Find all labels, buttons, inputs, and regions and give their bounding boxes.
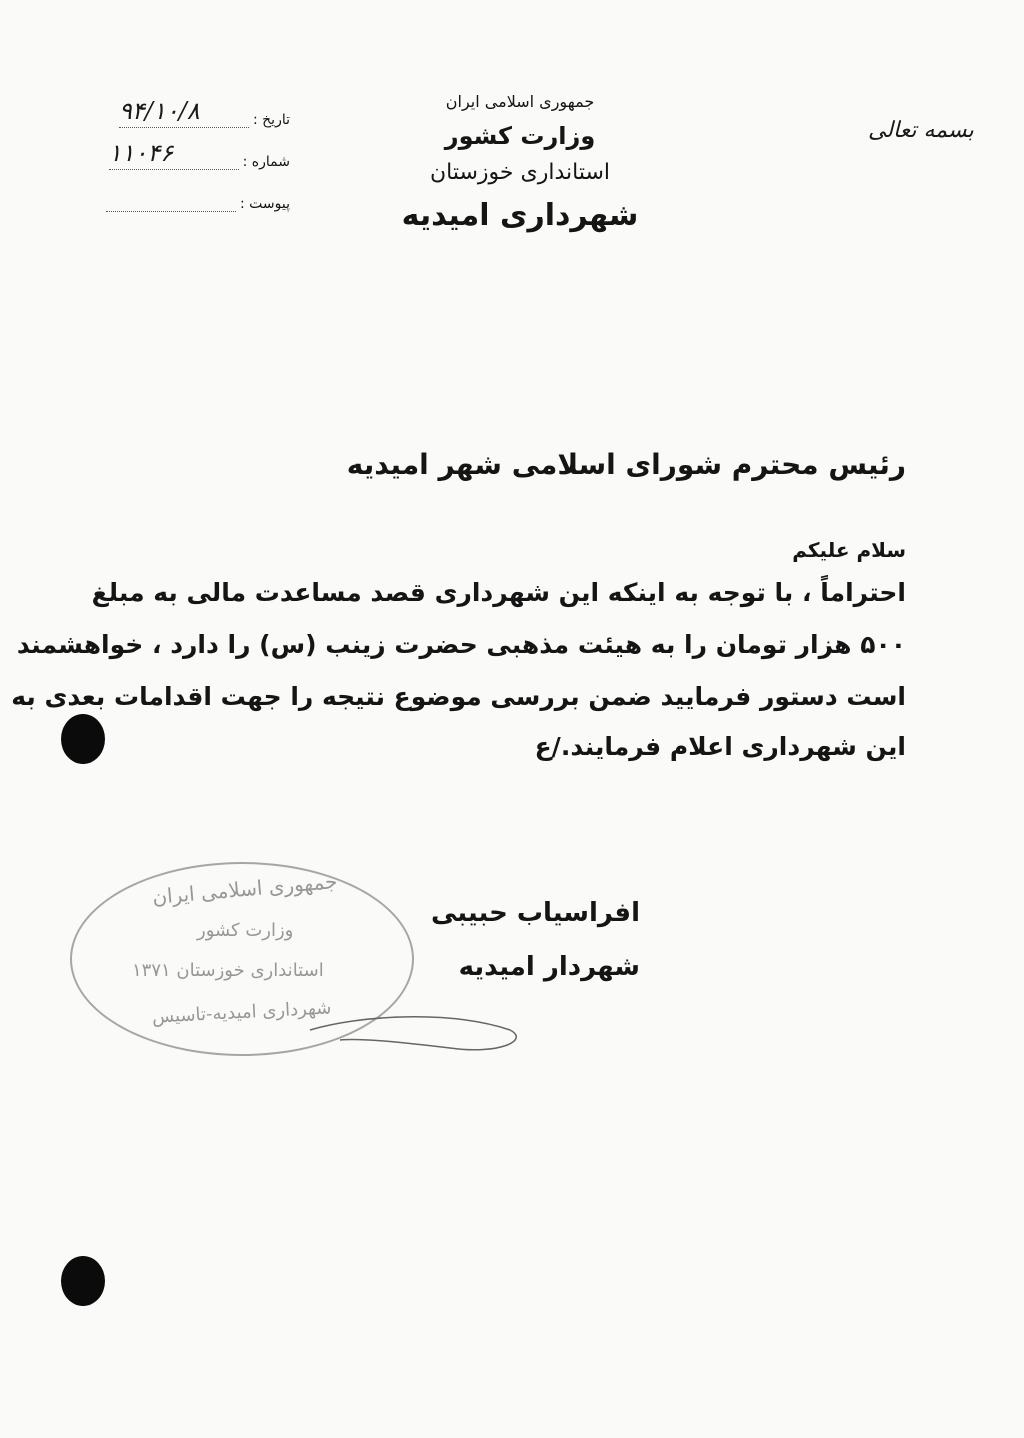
date-field xyxy=(90,92,290,128)
signature-scribble xyxy=(300,1010,530,1060)
letterhead-province: استانداری خوزستان xyxy=(429,160,611,185)
letterhead-ministry: وزارت کشور xyxy=(444,122,596,150)
number-field xyxy=(90,134,290,170)
punch-hole-top xyxy=(61,714,105,764)
attachment-label: پیوست : xyxy=(240,196,290,212)
date-value: ۹۴/۱۰/۸ xyxy=(119,95,249,128)
letterhead-country: جمهوری اسلامی ایران xyxy=(445,92,595,111)
number-value: ۱۱۰۴۶ xyxy=(109,137,239,170)
stamp-line-4: شهرداری امیدیه-تاسیس xyxy=(151,997,332,1028)
attachment-field xyxy=(90,176,290,212)
punch-hole-bottom xyxy=(61,1256,105,1306)
signatory-title: شهردار امیدیه xyxy=(458,952,640,982)
stamp-line-3: استانداری خوزستان ۱۳۷۱ xyxy=(132,960,324,981)
greeting: سلام علیکم xyxy=(792,538,906,562)
letterhead-municipality: شهرداری امیدیه xyxy=(401,198,639,233)
body-line-4: این شهرداری اعلام فرمایند./ع xyxy=(534,732,906,761)
blessing-handwritten: بسمه تعالی xyxy=(868,118,974,143)
attachment-dots xyxy=(106,179,236,212)
body-line-2: ۵۰۰ هزار تومان را به هیئت مذهبی حضرت زینب (س) را دارد ، خواهشمند xyxy=(16,630,906,659)
body-line-3: است دستور فرمایید ضمن بررسی موضوع نتیجه را جهت اقدامات بعدی به xyxy=(11,682,906,711)
recipient-heading: رئیس محترم شورای اسلامی شهر امیدیه xyxy=(346,448,906,481)
signatory-name: افراسیاب حبیبی xyxy=(430,898,640,928)
number-label: شماره : xyxy=(242,154,290,170)
date-label: تاریخ : xyxy=(252,112,290,128)
body-line-1: احتراماً ، با توجه به اینکه این شهرداری قصد مساعدت مالی به مبلغ xyxy=(91,578,906,607)
stamp-line-2: وزارت کشور xyxy=(197,920,294,941)
stamp-line-1: جمهوری اسلامی ایران xyxy=(151,868,339,910)
